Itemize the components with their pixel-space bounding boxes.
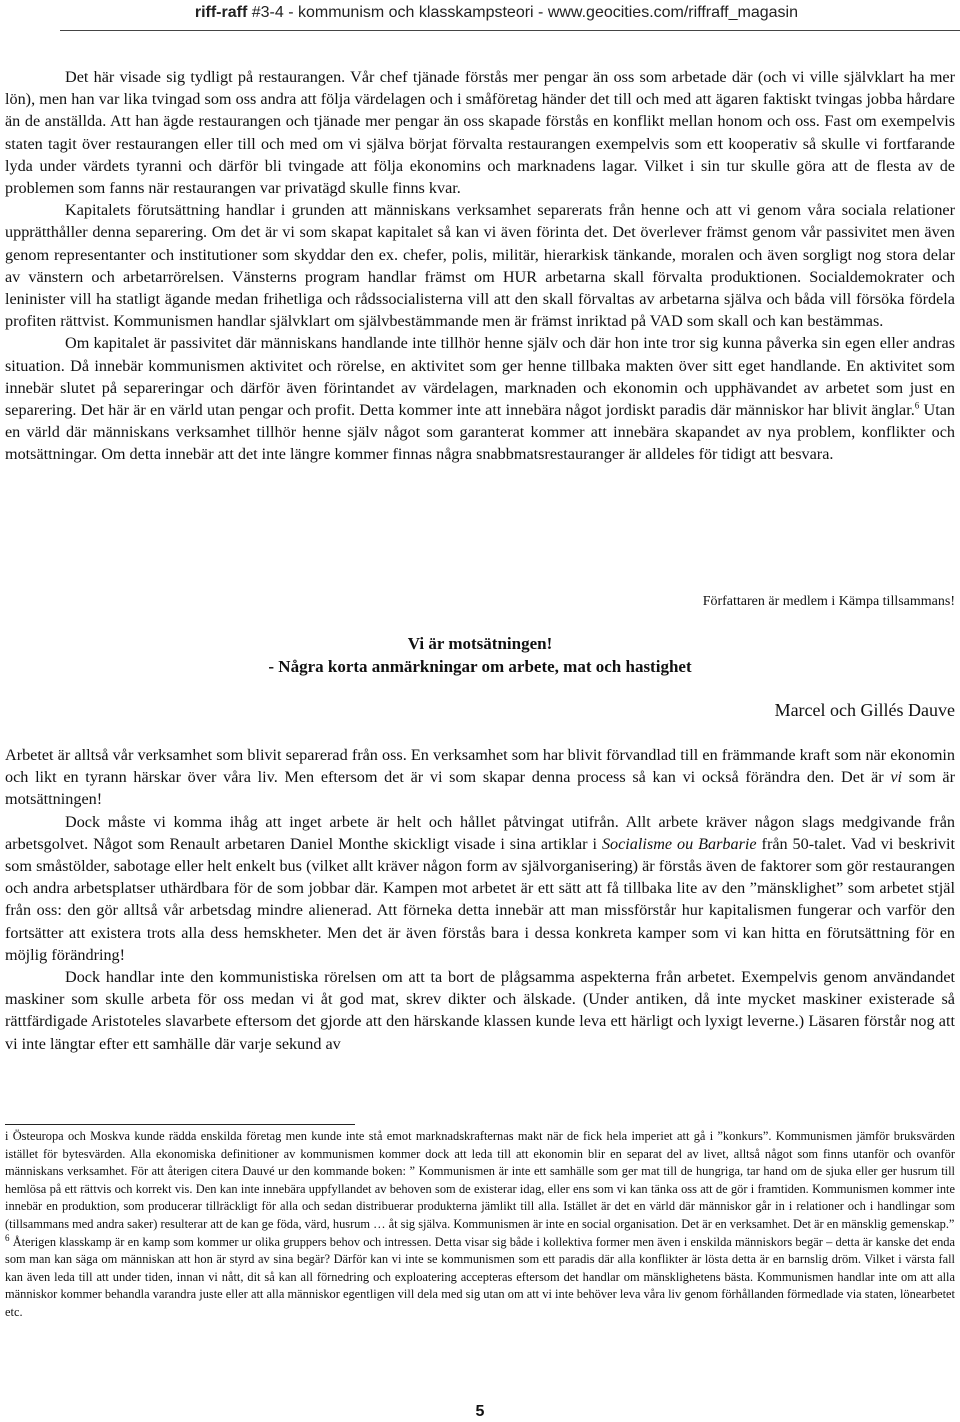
article-two-p2-start: Dock måste vi komma ihåg att inget arbete är helt och hållet påtvingat utifrån. Allt arbete kräver någon slags medgivande från arbetsgolvet. Något som Renault arbetaren Daniel Monthe skickligt visade i sina artiklar i: [5, 812, 955, 853]
article-two-author: Marcel och Gillés Dauve: [774, 700, 955, 720]
article-two-paragraph-3: Dock handlar inte den kommunistiska rörelsen om att ta bort de plågsamma aspekterna från arbetet. Exempelvis genom användandet maskiner som skulle arbeta för oss medan vi åt god mat, skrev dikter och älskade. (Under antiken, då inte mycket maskiner existerade så rättfärdigade Aristoteles slavarbete eftersom det gjorde att den härskande klassen kunde leva ett härligt och lyxigt leverne.) Läsaren förstår nog att vi inte längtar efter ett samhälle där varje sekund av: [5, 968, 955, 1053]
footnote-marker-6: 6: [914, 400, 920, 411]
footnotes: [5, 1128, 955, 1322]
article-two-p2-emphasis: Socialisme ou Barbarie: [601, 834, 757, 853]
article-one-body: [5, 66, 955, 466]
article-two-heading: [0, 632, 960, 678]
author-signoff: Författaren är medlem i Kämpa tillsammans!: [702, 594, 955, 609]
article-two-title: Vi är motsätningen!: [407, 634, 553, 653]
article-two-body: [5, 744, 955, 1055]
footnote-6: [5, 1234, 955, 1322]
footnote-6-text: Återigen klasskamp är en kamp som kommer ur olika gruppers behov och intressen. Detta visar sig både i kollektiva former men även i enskilda människors begär – detta är kanske det enda som man kan säga om människan att hon är styrd av sina begär? Därför kan vi inte se kommunismen som ett paradis där alla konflikter är lösta detta är en barnslig dröm. Vilket i värsta fall kan även leda till att under tiden, innan vi nått, dit så kan all förnedring och exploatering accepteras eftersom det handlar om mänsklighetens bästa. Kommunismen handlar inte om att alla människor kommer behandla varandra juste eller att alla människor egentligen vill dela med sig utan om att vi inte behöver leva våra liv genom förhållanden förmedlade via staten, lönearbetet etc.: [5, 1234, 955, 1319]
footnote-rule: [5, 1124, 355, 1125]
header-rest: #3-4 - kommunism och klasskampsteori - www.geocities.com/riffraff_magasin: [247, 4, 798, 21]
article-one-paragraph-2: Kapitalets förutsättning handlar i grunden att människans verksamhet separerats från henne och att vi genom våra sociala relationer upprätthåller denna separering. Om det är vi som skapat kapitalet så kan vi även förinta det. Det överlever främst genom vår passivitet men även genom representanter och institutioner som skyddar den ex. chefer, polis, militär, hierarkisk tänkande, moralen och även sorgligt nog stora delar av vänstern och arbetarrörelsen. Vänsterns program handlar främst om HUR arbetarna skall förvalta produktionen. Socialdemokrater och leninister vill ha statligt ägande medan frihetliga och rådssocialisterna vill att den skall förvaltas av arbetarna själva och båda vill försöka fördela profiten rättvist. Kommunismen handlar självklart om självbestämmande men är främst inriktad på VAD som skall och kan bestämmas.: [5, 201, 955, 331]
article-two-p2-end: från 50-talet. Vad vi beskrivit som småstölder, sabotage eller helt enkelt bus (vilket allt kräver någon form av självorganisering) är förstås även de faktorer som gör restaurangen och andra arbetsplatser uthärdbara för de som jobbar där. Kampen mot arbetet är ett sätt att få tillbaka lite av den ”mänsklighet” som arbetet stjäl från oss: den gör alltså vår arbetsdag mindre alienerad. Att förneka detta innebär att man missförstår hur kapitalismen fungerar och varför den fortsätter att existera trots alla dess hemskheter. Men det är även förstås bara i dessa konkreta kamper som vi kan hitta en förutsättning för en möjlig förändring!: [5, 834, 955, 964]
article-two-p1-start: Arbetet är alltså vår verksamhet som blivit separerad från oss. En verksamhet som har blivit förvandlad till en främmande kraft som när ekonomin och likt en tyrann härskar över våra liv. Men eftersom det är vi som skapar denna process så kan vi också förändra den. Det är: [5, 746, 955, 787]
article-two-p1-emphasis: vi: [890, 768, 903, 787]
article-one-paragraph-3-text: Om kapitalet är passivitet där människans handlande inte tillhör henne själv och där hon inte tror sig kunna påverka sin egen eller andras situation. Då innebär kommunismen aktivitet och rörelse, en aktivitet som ger henne tillbaka makten över sitt eget handlande. En aktivitet som innebär slutet på separeringar och därför även förintandet av värdelagen, marknaden och ekonomin och upphävandet av arbetet som just en separering. Det här är en värld utan pengar och profit. Detta kommer inte att innebära något jordiskt paradis där människor har blivit änglar.: [5, 334, 955, 420]
footnote-6-marker: 6: [5, 1232, 10, 1243]
article-two-subtitle: - Några korta anmärkningar om arbete, mat och hastighet: [268, 657, 692, 676]
article-two-paragraph-1: [5, 744, 955, 811]
page-number: 5: [475, 1403, 485, 1420]
article-one-paragraph-1: Det här visade sig tydligt på restaurangen. Vår chef tjänade förstås mer pengar än oss som arbetade där (och vi ville självklart ha mer lön), men han var lika tvingad som oss andra att följa värdelagen och i småföretag händer det till och med att ägaren faktiskt tvingas jobba hårdare än de anställda. Att han ägde restaurangen och tjänade mer pengar än oss skapade förstås en konflikt mellan honom och oss. Fast om exempelvis staten tagit över restaurangen eller till och med om vi själva börjat förvalta restaurangen exempelvis som ett kooperativ så skulle vi fortfarande lyda under värdets tyranni och därför bli tvingade att följa ekonomins och marknadens lagar. Vilket i sin tur skulle göra att de flesta av de problemen som fanns när restaurangen var privatägd skulle finns kvar.: [5, 68, 955, 198]
article-one-paragraph-3: [5, 332, 955, 465]
header-brand: riff-raff: [194, 4, 248, 21]
footnote-i: i Östeuropa och Moskva kunde rädda enskilda företag men kunde inte stå emot marknadskrafternas makt när de fick hela imperiet att gå i ”konkurs”. Kommunismen jämför bruksvärden istället för bytesvärden. Alla ekonomiska definitioner av kommunismen kommer dock att leda till att ekonomin blir en separat del av livet, alltså något som finns utanför och ovanför människans verksamhet. För att återigen citera Dauvé ur den kommande boken: ” Kommunismen är inte ett samhälle som ger mat till de hungriga, tar hand om de sjuka eller ger husrum till hemlösa på ett rättvis och korrekt vis. Den kan inte innebära uppfyllandet av behoven som de existerar idag, eller ens som vi kan tänka oss att de gör i framtiden. Kommunismen kommer inte innebär en produktion, som producerar tillräckligt för alla och sedan distribuerar produkterna jämlikt till alla. Istället är det en värld där människor går in i relationer och i handlingar som (tillsammans med andra saker) resulterar att de kan ge föda, värd, husrum … åt sig själva. Kommunismen är inte en social organisation. Det är en verksamhet. Det är en mänsklig gemenskap.”: [5, 1129, 955, 1231]
article-two-paragraph-2: [5, 811, 955, 966]
running-header: [195, 4, 798, 22]
article-one-paragraph-3-tail: Utan en värld där människans verksamhet tillhör henne själv något som garanterat kommer att innebära skapandet av nya problem, konflikter och motsättningar. Om detta innebär att det inte längre kommer finnas några snabbmatsrestauranger är alldeles för tidigt att besvara.: [5, 401, 955, 464]
article-two-p1-end: som är motsättningen!: [5, 768, 955, 809]
header-rule: [60, 30, 960, 31]
